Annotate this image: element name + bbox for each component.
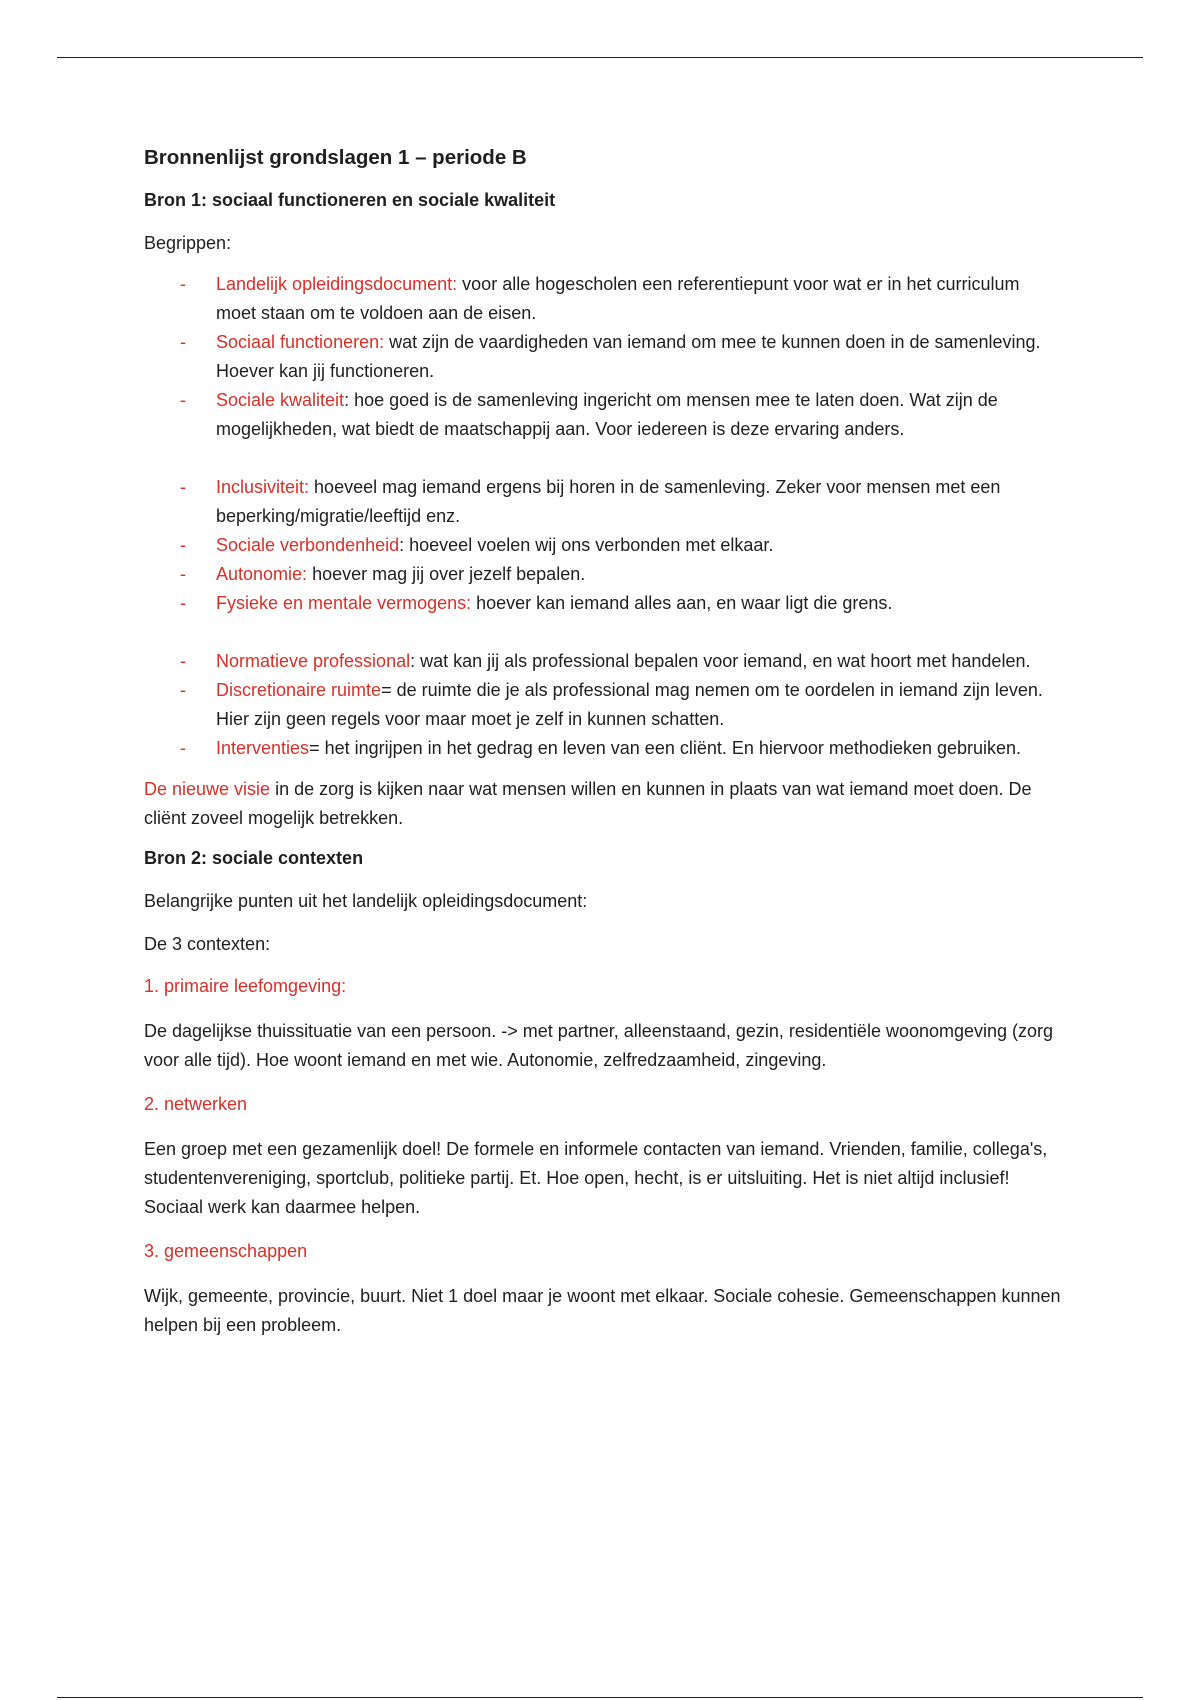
context-text: Wijk, gemeente, provincie, buurt. Niet 1 doel maar je woont met elkaar. Sociale cohesie. Gemeenschappen kunnen helpen bij een probleem. (144, 1286, 1061, 1335)
list-spacer (144, 444, 1064, 473)
begrippen-label: Begrippen: (144, 233, 232, 253)
begrippen-list (144, 270, 1064, 444)
document-title: Bronnenlijst grondslagen 1 – periode B (144, 146, 527, 169)
term-definition: : hoe goed is de samenleving ingericht om mensen mee te laten doen. Wat zijn de mogelijkheden, wat biedt de maatschappij aan. Voor iedereen is deze ervaring anders. (216, 390, 998, 439)
term-definition: : wat kan jij als professional bepalen voor iemand, en wat hoort met handelen. (410, 651, 1031, 671)
term-definition: hoeveel mag iemand ergens bij horen in de samenleving. Zeker voor mensen met een beperking/migratie/leeftijd enz. (216, 477, 1001, 526)
header-rule (57, 57, 1143, 58)
nieuwe-visie-paragraph (144, 775, 1064, 833)
term-definition: voor alle hogescholen een referentiepunt voor wat er in het curriculum moet staan om te voldoen aan de eisen. (216, 274, 1020, 323)
term-label: Inclusiviteit: (216, 477, 310, 497)
list-spacer (144, 618, 1064, 647)
term-label: Interventies (216, 738, 310, 758)
context-text: Een groep met een gezamenlijk doel! De formele en informele contacten van iemand. Vrienden, familie, collega's, studentenvereniging, sportclub, politieke partij. Et. Hoe open, hecht, is er uitsluiting. Het is niet altijd inclusief! Sociaal werk kan daarmee helpen. (144, 1139, 1048, 1217)
list-item (144, 647, 1064, 676)
term-label: Normatieve professional (216, 651, 411, 671)
term-label: Sociaal functioneren: (216, 332, 385, 352)
term-definition: : hoeveel voelen wij ons verbonden met elkaar. (399, 535, 774, 555)
context-title: 3. gemeenschappen (144, 1241, 308, 1261)
begrippen-list (144, 647, 1064, 763)
context-text: De dagelijkse thuissituatie van een persoon. -> met partner, alleenstaand, gezin, residentiële woonomgeving (zorg voor alle tijd). Hoe woont iemand en met wie. Autonomie, zelfredzaamheid, zingeving. (144, 1021, 1054, 1070)
list-item (144, 560, 1064, 589)
list-item (144, 473, 1064, 531)
list-item (144, 734, 1064, 763)
dash-bullet: - (180, 274, 186, 294)
term-definition: hoever kan iemand alles aan, en waar ligt die grens. (471, 593, 893, 613)
term-label: Sociale verbondenheid (216, 535, 400, 555)
list-item (144, 676, 1064, 734)
dash-bullet: - (180, 564, 186, 584)
bron1-heading: Bron 1: sociaal functioneren en sociale kwaliteit (144, 190, 556, 210)
contexten-label: De 3 contexten: (144, 934, 271, 954)
term-definition: hoever mag jij over jezelf bepalen. (307, 564, 586, 584)
dash-bullet: - (180, 535, 186, 555)
begrippen-list (144, 473, 1064, 618)
context-title: 2. netwerken (144, 1094, 248, 1114)
term-definition: = het ingrijpen in het gedrag en leven van een cliënt. En hiervoor methodieken gebruiken. (309, 738, 1022, 758)
visie-term: De nieuwe visie (144, 779, 271, 799)
visie-text: in de zorg is kijken naar wat mensen willen en kunnen in plaats van wat iemand moet doen. De cliënt zoveel mogelijk betrekken. (144, 779, 1032, 828)
bron2-heading: Bron 2: sociale contexten (144, 848, 364, 868)
term-label: Autonomie: (216, 564, 308, 584)
term-definition: wat zijn de vaardigheden van iemand om mee te kunnen doen in de samenleving. Hoever kan jij functioneren. (216, 332, 1041, 381)
dash-bullet: - (180, 390, 186, 410)
term-label: Landelijk opleidingsdocument: (216, 274, 458, 294)
list-item (144, 328, 1064, 386)
dash-bullet: - (180, 593, 186, 613)
footer-rule (57, 1697, 1143, 1698)
list-item (144, 386, 1064, 444)
term-definition: = de ruimte die je als professional mag nemen om te oordelen in iemand zijn leven. Hier zijn geen regels voor maar moet je zelf in kunnen schatten. (216, 680, 1043, 729)
dash-bullet: - (180, 651, 186, 671)
context-title: 1. primaire leefomgeving: (144, 976, 347, 996)
term-label: Sociale kwaliteit (216, 390, 345, 410)
dash-bullet: - (180, 477, 186, 497)
term-label: Fysieke en mentale vermogens: (216, 593, 472, 613)
list-spacer (144, 763, 1064, 775)
bron2-intro: Belangrijke punten uit het landelijk opleidingsdocument: (144, 891, 588, 911)
list-item (144, 270, 1064, 328)
list-item (144, 531, 1064, 560)
dash-bullet: - (180, 680, 186, 700)
term-label: Discretionaire ruimte (216, 680, 382, 700)
document-page (144, 146, 1064, 1356)
dash-bullet: - (180, 332, 186, 352)
dash-bullet: - (180, 738, 186, 758)
list-item (144, 589, 1064, 618)
